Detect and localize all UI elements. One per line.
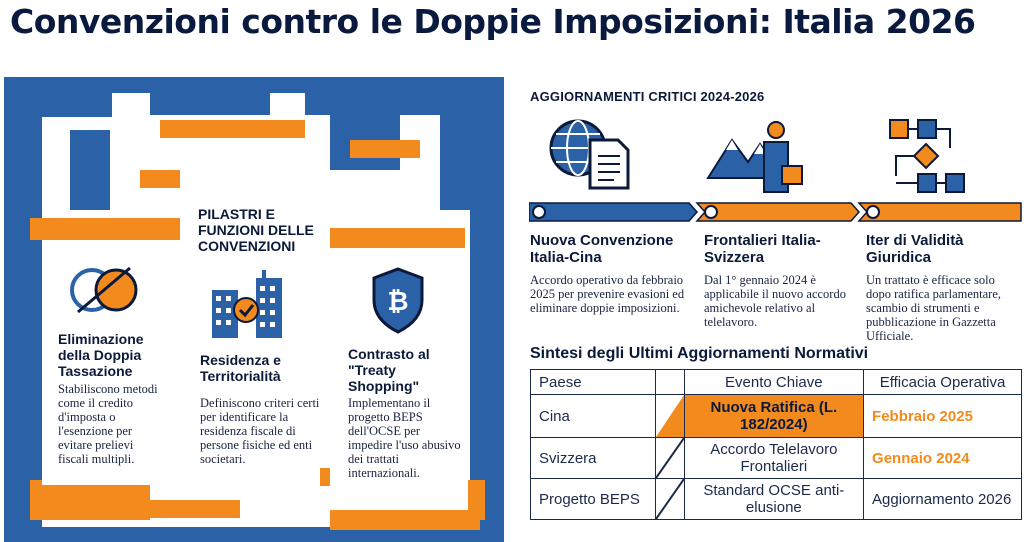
row-3-efficacia: Aggiornamento 2026 [864, 479, 1022, 520]
table-row [531, 438, 1022, 479]
summary-heading: Sintesi degli Ultimi Aggiornamenti Normativi [530, 345, 869, 362]
shield-bitcoin-icon [370, 266, 426, 334]
table-header-evento: Evento Chiave [684, 370, 863, 395]
update-1-title: Nuova Convenzione Italia-Cina [530, 232, 674, 266]
update-3-text: Un trattato è efficace solo dopo ratifica parlamentare, scambio di strumenti e pubblicazione in Gazzetta Ufficiale. [866, 273, 1001, 343]
pillar-1-title: Eliminazione della Doppia Tassazione [58, 331, 144, 379]
row-2-diag [655, 438, 684, 479]
table-row [531, 479, 1022, 520]
pillars-heading: PILASTRI E FUNZIONI DELLE CONVENZIONI [198, 206, 314, 254]
table-header-paese: Paese [531, 370, 656, 395]
mountain-commuter-icon [706, 118, 806, 194]
pillar-2-text: Definiscono criteri certi per identificare la residenza fiscale di persone fisiche ed enti societari. [200, 396, 320, 466]
update-1-text: Accordo operativo da febbraio 2025 per prevenire evasioni ed eliminare doppie imposizioni. [530, 273, 685, 315]
page-title: Convenzioni contro le Doppie Imposizioni: Italia 2026 [10, 2, 976, 41]
row-1-paese: Cina [531, 395, 656, 438]
summary-table [530, 369, 1022, 520]
row-2-efficacia: Gennaio 2024 [864, 438, 1022, 479]
process-flow-icon [888, 118, 968, 194]
pillar-3-text: Implementano il progetto BEPS dell'OCSE per impedire l'uso abusivo dei trattati internazionali. [348, 396, 461, 480]
updates-heading: AGGIORNAMENTI CRITICI 2024-2026 [530, 89, 765, 104]
table-row [531, 395, 1022, 438]
no-double-tax-icon [68, 262, 144, 318]
table-header-efficacia: Efficacia Operativa [864, 370, 1022, 395]
row-1-evento: Nuova Ratifica (L. 182/2024) [684, 395, 863, 438]
update-3-title: Iter di Validità Giuridica [866, 232, 964, 266]
row-3-diag [655, 479, 684, 520]
globe-document-icon [548, 118, 630, 190]
timeline-bar [529, 201, 1022, 223]
table-header-spacer [655, 370, 684, 395]
row-2-paese: Svizzera [531, 438, 656, 479]
row-2-evento: Accordo Telelavoro Frontalieri [684, 438, 863, 479]
update-2-text: Dal 1° gennaio 2024 è applicabile il nuovo accordo amichevole relativo al telelavoro. [704, 273, 846, 329]
pillar-2-title: Residenza e Territorialità [200, 352, 281, 384]
pillar-3-title: Contrasto al "Treaty Shopping" [348, 346, 430, 394]
row-1-diag [655, 395, 684, 438]
row-3-paese: Progetto BEPS [531, 479, 656, 520]
table-header-row [531, 370, 1022, 395]
update-2-title: Frontalieri Italia-Svizzera [704, 232, 821, 266]
buildings-check-icon [210, 268, 286, 340]
row-1-efficacia: Febbraio 2025 [864, 395, 1022, 438]
pillar-1-text: Stabiliscono metodi come il credito d'imposta o l'esenzione per evitare prelievi fiscali multipli. [58, 382, 158, 466]
svg-text:₿: ₿ [387, 287, 409, 317]
row-3-evento: Standard OCSE anti-elusione [684, 479, 863, 520]
